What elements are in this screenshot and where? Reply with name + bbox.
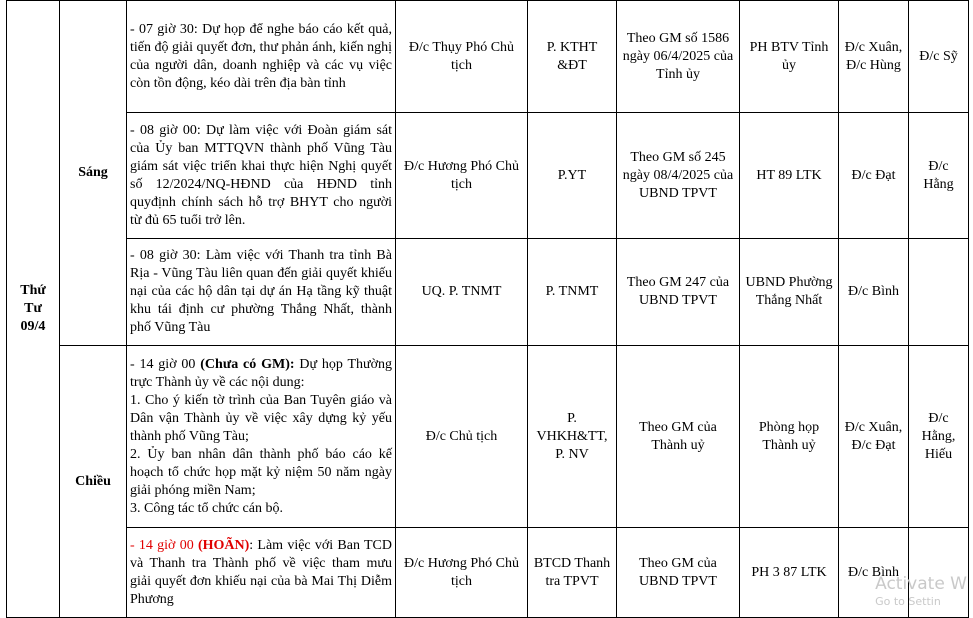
event-location: HT 89 LTK: [740, 113, 839, 239]
session-afternoon: Chiều: [60, 346, 127, 618]
event-location: Phòng họp Thành uỷ: [740, 346, 839, 528]
event-attend: Đ/c Bình: [839, 528, 909, 618]
event-content: - 08 giờ 30: Làm việc với Thanh tra tỉnh Bà Rịa - Vũng Tàu liên quan đến giải quyết khiếu nại của các hộ dân tại dự án Hạ tầng kỹ thuật khu tái định cư phường Thắng Nhất, thành phố Vũng Tàu: [127, 239, 396, 346]
schedule-table: [6, 0, 969, 618]
event-basis: Theo GM số 1586 ngày 06/4/2025 của Tỉnh ủy: [617, 1, 740, 113]
event-content: - 07 giờ 30: Dự họp để nghe báo cáo kết quả, tiến độ giải quyết đơn, thư phản ánh, kiến nghị của người dân, doanh nghiệp và các vụ việc còn tồn động, kéo dài trên địa bàn tỉnh: [127, 1, 396, 113]
event-driver: Đ/c Sỹ: [909, 1, 969, 113]
event-prepare: BTCD Thanh tra TPVT: [528, 528, 617, 618]
event-location: UBND Phường Thắng Nhất: [740, 239, 839, 346]
event-basis: Theo GM số 245 ngày 08/4/2025 của UBND TPVT: [617, 113, 740, 239]
event-item: 2. Ủy ban nhân dân thành phố báo cáo kế hoạch tổ chức họp mặt kỷ niệm 50 năm ngày giải phóng miền Nam;: [130, 446, 392, 498]
event-basis: Theo GM của UBND TPVT: [617, 528, 740, 618]
watermark-line-2: Go to Settin: [875, 595, 941, 608]
table-row: [7, 113, 969, 239]
event-time: - 14 giờ 00: [130, 356, 201, 372]
day-label-line-2: Tư: [24, 301, 42, 316]
table-row: [7, 239, 969, 346]
session-morning: Sáng: [60, 1, 127, 346]
watermark-line-1: Activate W: [875, 574, 967, 594]
event-chair: Đ/c Hương Phó Chủ tịch: [396, 528, 528, 618]
event-prepare: P. KTHT &ĐT: [528, 1, 617, 113]
event-chair: Đ/c Chủ tịch: [396, 346, 528, 528]
event-flag: (Chưa có GM):: [200, 356, 295, 372]
table-row: [7, 1, 969, 113]
activation-watermark: [875, 574, 967, 612]
event-item: 1. Cho ý kiến tờ trình của Ban Tuyên giáo và Dân vận Thành ủy về việc xây dựng kỷ yếu thành phố Vũng Tàu;: [130, 392, 392, 444]
event-attend: Đ/c Bình: [839, 239, 909, 346]
event-basis: Theo GM của Thành uỷ: [617, 346, 740, 528]
event-driver: Đ/c Hằng: [909, 113, 969, 239]
event-flag: (HOÃN): [197, 537, 250, 553]
day-label-line-3: 09/4: [20, 319, 46, 334]
event-chair: UQ. P. TNMT: [396, 239, 528, 346]
event-location: PH 3 87 LTK: [740, 528, 839, 618]
event-item: 3. Công tác tổ chức cán bộ.: [130, 500, 283, 516]
event-prepare: P. VHKH&TT, P. NV: [528, 346, 617, 528]
event-content: - 08 giờ 00: Dự làm việc với Đoàn giám sát của Ủy ban MTTQVN thành phố Vũng Tàu giám sát việc triển khai thực hiện Nghị quyết số 12/2024/NQ-HĐND của HĐND tỉnh quyđịnh chính sách hỗ trợ BHYT cho người từ đủ 65 tuổi trở lên.: [127, 113, 396, 239]
event-basis: Theo GM 247 của UBND TPVT: [617, 239, 740, 346]
event-driver: Đ/c Hằng, Hiếu: [909, 346, 969, 528]
table-row: [7, 528, 969, 618]
event-time: - 14 giờ 00: [130, 537, 198, 553]
event-text: Dự họp Thường trực Thành ủy về các nội dung:: [130, 356, 392, 390]
event-prepare: P. TNMT: [528, 239, 617, 346]
event-attend: Đ/c Xuân, Đ/c Hùng: [839, 1, 909, 113]
event-chair: Đ/c Thụy Phó Chủ tịch: [396, 1, 528, 113]
day-cell: [7, 1, 60, 618]
event-content: [127, 346, 396, 528]
day-label-line-1: Thứ: [20, 283, 46, 298]
event-prepare: P.YT: [528, 113, 617, 239]
event-content: [127, 528, 396, 618]
table-row: [7, 346, 969, 528]
event-driver: [909, 239, 969, 346]
event-text: : Làm việc với Ban TCD và Thanh tra Thành phố về việc tham mưu giải quyết đơn khiếu nại của bà Mai Thị Diễm Phương: [130, 537, 392, 607]
event-chair: Đ/c Hương Phó Chủ tịch: [396, 113, 528, 239]
event-location: PH BTV Tỉnh ủy: [740, 1, 839, 113]
event-attend: Đ/c Đạt: [839, 113, 909, 239]
event-attend: Đ/c Xuân, Đ/c Đạt: [839, 346, 909, 528]
